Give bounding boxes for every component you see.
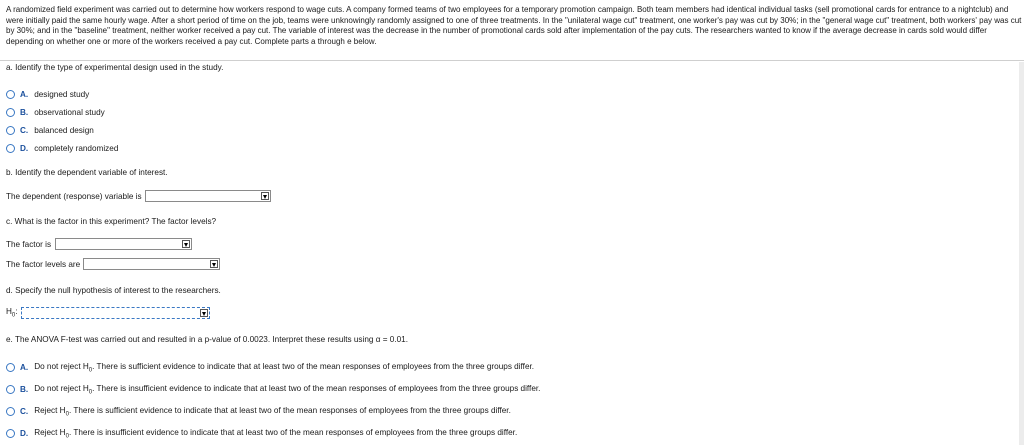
- dropdown-arrow-icon[interactable]: [261, 192, 269, 200]
- null-hypothesis-dropdown[interactable]: [21, 307, 210, 319]
- option-e-c[interactable]: [6, 406, 511, 418]
- divider: [0, 60, 1024, 61]
- radio-button[interactable]: [6, 407, 15, 416]
- option-text: observational study: [34, 108, 105, 117]
- radio-button[interactable]: [6, 126, 15, 135]
- radio-button[interactable]: [6, 144, 15, 153]
- question-c: c. What is the factor in this experiment? The factor levels?: [6, 217, 217, 226]
- radio-button[interactable]: [6, 90, 15, 99]
- option-text: balanced design: [34, 126, 94, 135]
- scrollbar[interactable]: [1019, 62, 1024, 445]
- option-text: completely randomized: [34, 144, 119, 153]
- option-e-d[interactable]: [6, 428, 517, 440]
- radio-button[interactable]: [6, 363, 15, 372]
- radio-button[interactable]: [6, 429, 15, 438]
- factor-levels-dropdown[interactable]: [83, 258, 220, 270]
- option-letter: D.: [20, 144, 29, 153]
- option-a-b[interactable]: [6, 108, 105, 117]
- option-text: Do not reject $H_0$. There is sufficient evidence to indicate that at least two of the mean responses of employees from the three groups differ.: [34, 362, 535, 374]
- null-hypothesis-label: $H_0$:: [6, 307, 18, 319]
- dependent-variable-dropdown[interactable]: [145, 190, 271, 202]
- option-letter: A.: [20, 363, 29, 373]
- null-hypothesis-row: [6, 307, 210, 319]
- question-e: e. The ANOVA F-test was carried out and resulted in a p-value of 0.0023. Interpret these results using α = 0.01.: [6, 335, 408, 344]
- option-a-d[interactable]: [6, 144, 118, 153]
- option-text: Reject $H_0$. There is insufficient evidence to indicate that at least two of the mean responses of employees from the three groups differ.: [34, 428, 518, 440]
- option-letter: C.: [20, 126, 29, 135]
- option-a-c[interactable]: [6, 126, 94, 135]
- option-text: Reject $H_0$. There is sufficient evidence to indicate that at least two of the mean responses of employees from the three groups differ.: [34, 406, 511, 418]
- option-text: Do not reject $H_0$. There is insufficient evidence to indicate that at least two of the mean responses of employees from the three groups differ.: [34, 384, 541, 396]
- option-letter: C.: [20, 407, 29, 417]
- option-letter: B.: [20, 385, 29, 395]
- factor-dropdown[interactable]: [55, 238, 192, 250]
- dropdown-arrow-icon[interactable]: [182, 240, 190, 248]
- problem-statement: A randomized field experiment was carried out to determine how workers respond to wage cuts. A company formed teams of two employees for a temporary promotion campaign. Both team members had identical individual tasks (sell promotional cards for entrance to a nightclub) and were initially paid the same hourly wage. After a short period of time on the job, teams were unknowingly randomly assigned to one of three treatments. In the "unilateral wage cut" treatment, one worker's pay was cut by 30%; in the "general wage cut" treatment, both workers' pay was cut by 30%; and in the "baseline" treatment, neither worker received a pay cut. The variable of interest was the decrease in the number of promotional cards sold after implementation of the pay cuts. The researchers wanted to know if the average decrease in cards sold would differ depending on whether one or more of the workers received a pay cut. Complete parts a through e below.: [6, 5, 1022, 46]
- radio-button[interactable]: [6, 108, 15, 117]
- option-letter: A.: [20, 90, 29, 99]
- option-text: designed study: [34, 90, 90, 99]
- factor-levels-row: [6, 258, 220, 270]
- factor-levels-label: The factor levels are: [6, 259, 81, 269]
- dropdown-arrow-icon[interactable]: [200, 309, 208, 317]
- factor-label: The factor is: [6, 239, 52, 249]
- radio-button[interactable]: [6, 385, 15, 394]
- option-e-b[interactable]: [6, 384, 540, 396]
- question-d: d. Specify the null hypothesis of interest to the researchers.: [6, 286, 221, 295]
- dropdown-arrow-icon[interactable]: [210, 260, 218, 268]
- factor-row: [6, 238, 192, 250]
- option-letter: B.: [20, 108, 29, 117]
- option-letter: D.: [20, 429, 29, 439]
- question-b: b. Identify the dependent variable of interest.: [6, 168, 168, 177]
- dependent-variable-row: [6, 190, 271, 202]
- question-a: a. Identify the type of experimental design used in the study.: [6, 63, 224, 72]
- dependent-variable-label: The dependent (response) variable is: [6, 191, 142, 201]
- option-e-a[interactable]: [6, 362, 534, 374]
- option-a-a[interactable]: [6, 90, 89, 99]
